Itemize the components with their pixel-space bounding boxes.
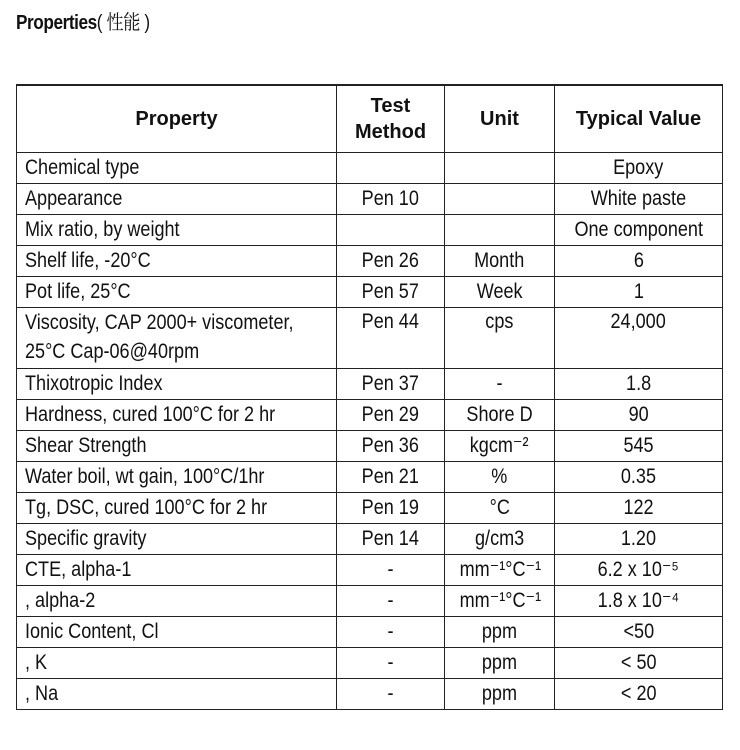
property-cell-text: Shelf life, -20°C [25, 249, 151, 272]
property-cell-text: , Na [25, 682, 59, 705]
test-method-cell [337, 462, 445, 493]
property-cell-text: Mix ratio, by weight [25, 218, 180, 241]
test-method-cell [337, 400, 445, 431]
table-row [17, 431, 723, 462]
unit-cell-text: kgcm⁻² [470, 434, 529, 457]
table-row [17, 524, 723, 555]
unit-cell [445, 586, 555, 617]
test-method-cell [337, 246, 445, 277]
test-method-cell-text: - [387, 651, 394, 674]
unit-cell-text: Week [476, 280, 523, 303]
table-body [17, 153, 723, 710]
property-cell [17, 493, 337, 524]
header-typical-value: Typical Value [555, 85, 723, 153]
property-cell-text: Thixotropic Index [25, 372, 163, 395]
test-method-cell [337, 493, 445, 524]
typical-value-cell [555, 462, 723, 493]
test-method-cell [337, 277, 445, 308]
test-method-cell [337, 648, 445, 679]
table-row [17, 586, 723, 617]
property-cell [17, 648, 337, 679]
test-method-cell-text: Pen 37 [361, 372, 420, 395]
property-cell [17, 277, 337, 308]
typical-value-cell-text: < 20 [620, 682, 657, 705]
test-method-cell-text: Pen 26 [361, 249, 420, 272]
typical-value-cell [555, 493, 723, 524]
test-method-cell-text: Pen 44 [361, 310, 420, 333]
header-test-method: Test Method [337, 85, 445, 153]
property-cell [17, 184, 337, 215]
typical-value-cell [555, 308, 723, 369]
property-cell [17, 431, 337, 462]
property-cell [17, 400, 337, 431]
property-cell-text: Ionic Content, Cl [25, 620, 159, 643]
typical-value-cell-text: 1 [633, 280, 644, 303]
table-row [17, 493, 723, 524]
header-property: Property [17, 85, 337, 153]
test-method-cell [337, 524, 445, 555]
typical-value-cell [555, 431, 723, 462]
table-row [17, 184, 723, 215]
typical-value-cell-text: One component [574, 218, 703, 241]
test-method-cell-text: - [387, 589, 394, 612]
property-cell [17, 524, 337, 555]
typical-value-cell [555, 246, 723, 277]
typical-value-cell-text: 6.2 x 10⁻⁵ [597, 558, 680, 581]
test-method-cell-text: - [387, 620, 394, 643]
typical-value-cell [555, 153, 723, 184]
property-cell [17, 679, 337, 710]
unit-cell [445, 617, 555, 648]
typical-value-cell [555, 400, 723, 431]
table-row [17, 679, 723, 710]
properties-table [16, 84, 723, 710]
property-cell [17, 308, 337, 369]
table-row [17, 277, 723, 308]
test-method-cell [337, 431, 445, 462]
unit-cell [445, 524, 555, 555]
typical-value-cell-text: 0.35 [620, 465, 657, 488]
property-cell-text: , alpha-2 [25, 589, 96, 612]
property-cell-text: Specific gravity [25, 527, 147, 550]
unit-cell [445, 679, 555, 710]
typical-value-cell [555, 679, 723, 710]
unit-cell [445, 246, 555, 277]
unit-cell [445, 431, 555, 462]
typical-value-cell [555, 617, 723, 648]
property-cell [17, 215, 337, 246]
table-row [17, 215, 723, 246]
table-row [17, 400, 723, 431]
typical-value-cell-text: 545 [623, 434, 654, 457]
typical-value-cell-text: 1.8 [625, 372, 652, 395]
test-method-cell [337, 586, 445, 617]
test-method-cell-text: Pen 10 [361, 187, 420, 210]
unit-cell [445, 153, 555, 184]
typical-value-cell [555, 555, 723, 586]
unit-cell-text: ppm [481, 682, 518, 705]
table-row [17, 153, 723, 184]
property-cell-text: Viscosity, CAP 2000+ viscometer, 25°C Cap-06@40rpm [25, 311, 294, 363]
unit-cell [445, 308, 555, 369]
typical-value-cell [555, 184, 723, 215]
unit-cell [445, 493, 555, 524]
test-method-cell-text: Pen 14 [361, 527, 420, 550]
typical-value-cell [555, 369, 723, 400]
typical-value-cell [555, 648, 723, 679]
test-method-cell-text: - [387, 558, 394, 581]
property-cell-text: Appearance [25, 187, 123, 210]
test-method-cell [337, 184, 445, 215]
unit-cell [445, 462, 555, 493]
table-row [17, 308, 723, 369]
test-method-cell [337, 679, 445, 710]
test-method-cell [337, 215, 445, 246]
property-cell [17, 555, 337, 586]
property-cell-text: Shear Strength [25, 434, 147, 457]
typical-value-cell-text: 122 [623, 496, 654, 519]
typical-value-cell [555, 586, 723, 617]
unit-cell [445, 215, 555, 246]
table-row [17, 246, 723, 277]
typical-value-cell [555, 277, 723, 308]
test-method-cell [337, 369, 445, 400]
test-method-cell-text: - [387, 682, 394, 705]
property-cell-text: CTE, alpha-1 [25, 558, 132, 581]
unit-cell-text: ppm [481, 620, 518, 643]
typical-value-cell-text: < 50 [620, 651, 657, 674]
test-method-cell-text: Pen 57 [361, 280, 420, 303]
unit-cell [445, 648, 555, 679]
property-cell [17, 462, 337, 493]
unit-cell [445, 400, 555, 431]
property-cell [17, 246, 337, 277]
unit-cell-text: ppm [481, 651, 518, 674]
table-row [17, 648, 723, 679]
header-row [17, 85, 723, 153]
test-method-cell-text: Pen 29 [361, 403, 420, 426]
property-cell-text: Tg, DSC, cured 100°C for 2 hr [25, 496, 268, 519]
page-title [16, 6, 150, 35]
test-method-cell [337, 308, 445, 369]
property-cell-text: Water boil, wt gain, 100°C/1hr [25, 465, 265, 488]
unit-cell-text: - [496, 372, 503, 395]
unit-cell-text: °C [489, 496, 510, 519]
typical-value-cell-text: White paste [590, 187, 687, 210]
unit-cell-text: Month [474, 249, 525, 272]
property-cell-text: Hardness, cured 100°C for 2 hr [25, 403, 276, 426]
test-method-cell-text: Pen 19 [361, 496, 420, 519]
unit-cell-text: g/cm3 [474, 527, 525, 550]
test-method-cell-text: Pen 36 [361, 434, 420, 457]
test-method-cell [337, 555, 445, 586]
table-row [17, 462, 723, 493]
unit-cell [445, 277, 555, 308]
typical-value-cell [555, 524, 723, 555]
unit-cell-text: cps [485, 310, 514, 333]
property-cell-text: , K [25, 651, 48, 674]
typical-value-cell-text: <50 [623, 620, 654, 643]
typical-value-cell-text: 1.20 [620, 527, 657, 550]
typical-value-cell-text: 6 [633, 249, 644, 272]
typical-value-cell-text: 1.8 x 10⁻⁴ [597, 589, 680, 612]
typical-value-cell-text: 24,000 [610, 310, 667, 333]
header-unit: Unit [445, 85, 555, 153]
unit-cell-text: mm⁻¹°C⁻¹ [459, 589, 542, 612]
unit-cell-text: % [491, 465, 508, 488]
table-row [17, 555, 723, 586]
test-method-cell [337, 153, 445, 184]
typical-value-cell-text: Epoxy [613, 156, 664, 179]
page-title-main: Properties [16, 12, 97, 34]
unit-cell [445, 555, 555, 586]
property-cell-text: Pot life, 25°C [25, 280, 131, 303]
unit-cell-text: Shore D [466, 403, 533, 426]
test-method-cell [337, 617, 445, 648]
unit-cell [445, 184, 555, 215]
table-row [17, 369, 723, 400]
table-row [17, 617, 723, 648]
property-cell [17, 617, 337, 648]
unit-cell [445, 369, 555, 400]
test-method-cell-text: Pen 21 [361, 465, 420, 488]
page-title-sub: ( 性能 ) [96, 12, 150, 34]
property-cell [17, 153, 337, 184]
typical-value-cell [555, 215, 723, 246]
unit-cell-text: mm⁻¹°C⁻¹ [459, 558, 542, 581]
typical-value-cell-text: 90 [628, 403, 649, 426]
property-cell-text: Chemical type [25, 156, 140, 179]
property-cell [17, 369, 337, 400]
property-cell [17, 586, 337, 617]
